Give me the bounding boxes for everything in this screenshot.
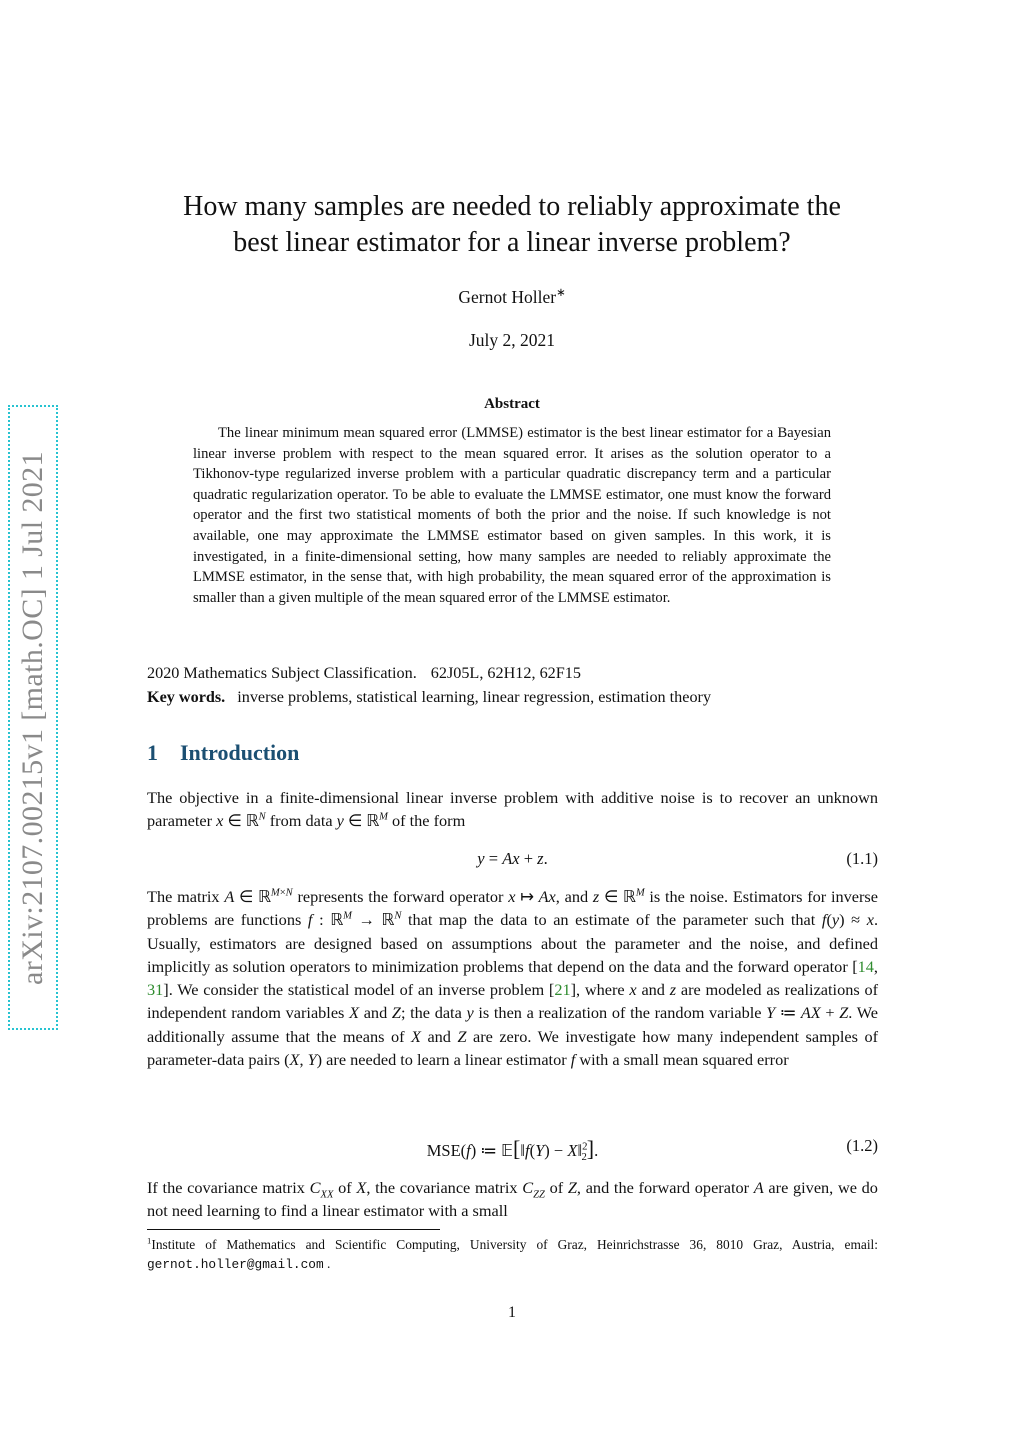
intro-paragraph-3: If the covariance matrix $C_{XX}$ of X, the covariance matrix $C_{ZZ}$ of Z, and the forward operator A are given, we do not need learning to find a linear estimator with a small <box>147 1178 878 1221</box>
paper-title <box>140 189 884 261</box>
msc-codes: 62J05L, 62H12, 62F15 <box>430 664 581 682</box>
equation-label: (1.2) <box>846 1136 878 1155</box>
arxiv-sidebar-stamp <box>8 405 58 1030</box>
footnote-text: Institute of Mathematics and Scientific Computing, University of Graz, Heinrichstrasse 36, 8010 Graz, Austria, email: <box>151 1237 878 1252</box>
date: July 2, 2021 <box>468 330 556 350</box>
page-number: 1 <box>508 1304 516 1321</box>
author-name: Gernot Holler <box>458 287 557 307</box>
keywords-line <box>147 688 711 707</box>
keywords-label: Key words. <box>147 688 226 706</box>
author-footnote-mark: ∗ <box>556 287 566 300</box>
footnote-rule <box>147 1229 440 1230</box>
title-line-2: best linear estimator for a linear inverse problem? <box>233 227 791 258</box>
footnote: $^1$Institute of Mathematics and Scientific Computing, University of Graz, Heinrichstrasse 36, 8010 Graz, Austria, email: gernot.holler@gmail.com . <box>147 1235 878 1272</box>
arxiv-id: arXiv:2107.00215v1 [math.OC] 1 Jul 2021 <box>16 450 49 985</box>
title-line-1: How many samples are needed to reliably approximate the <box>183 191 841 222</box>
msc-label: 2020 Mathematics Subject Classification. <box>147 664 417 682</box>
footnote-email[interactable]: gernot.holler@gmail.com <box>147 1257 324 1272</box>
abstract-text: The linear minimum mean squared error (LMMSE) estimator is the best linear estimator for a Bayesian linear inverse problem with respect to the mean squared error. It arises as the solution operator to a Tikhonov-type regularized inverse problem with a particular quadratic discrepancy term and a particular quadratic regularization operator. To be able to evaluate the LMMSE estimator, one must know the forward operator and the first two statistical moments of both the prior and the noise. If such knowledge is not available, one may approximate the LMMSE estimator based on given samples. In this work, it is investigated, in a finite-dimensional setting, how many samples are needed to reliably approximate the LMMSE estimator, in the sense that, with high probability, the mean squared error of the approximation is smaller than a given multiple of the mean squared error of the LMMSE estimator. <box>193 425 831 606</box>
keywords-text: inverse problems, statistical learning, linear regression, estimation theory <box>237 688 712 706</box>
citation-link[interactable]: 14 <box>857 956 874 976</box>
citation-link[interactable]: 31 <box>147 980 164 1000</box>
abstract-heading: Abstract <box>484 396 540 412</box>
section-number: 1 <box>147 740 158 765</box>
msc-line <box>147 664 581 683</box>
section-title: Introduction <box>180 740 300 765</box>
intro-paragraph-2: The matrix A ∈ ℝ$^{M\times N}$ represents the forward operator x ↦ Ax, and z ∈ ℝ$^M$ is the noise. Estimators for inverse problems are functions f : ℝ$^M$ → ℝ$^N$ that map the data to an estimate of the parameter such that f(y) ≈ x. Usually, estimators are designed based on assumptions about the parameter and the noise, and defined implicitly as solution operators to minimization problems that depend on the data and the forward operator [14, 31]. We consider the statistical model of an inverse problem [21], where x and z are modeled as realizations of independent random variables X and Z; the data y is then a realization of the random variable Y ≔ AX + Z. We additionally assume that the means of X and Z are zero. We investigate how many independent samples of parameter-data pairs (X, Y) are needed to learn a linear estimator f with a small mean squared error <box>147 887 879 1070</box>
intro-paragraph-1: The objective in a finite-dimensional linear inverse problem with additive noise is to recover an unknown parameter x ∈ ℝ$^N$ from data y ∈ ℝ$^M$ of the form <box>147 788 878 831</box>
equation-label: (1.1) <box>846 849 878 868</box>
citation-link[interactable]: 21 <box>554 980 571 1000</box>
footnote-mark: 1 <box>147 1235 152 1246</box>
author <box>0 287 1024 308</box>
section-heading <box>147 740 299 766</box>
